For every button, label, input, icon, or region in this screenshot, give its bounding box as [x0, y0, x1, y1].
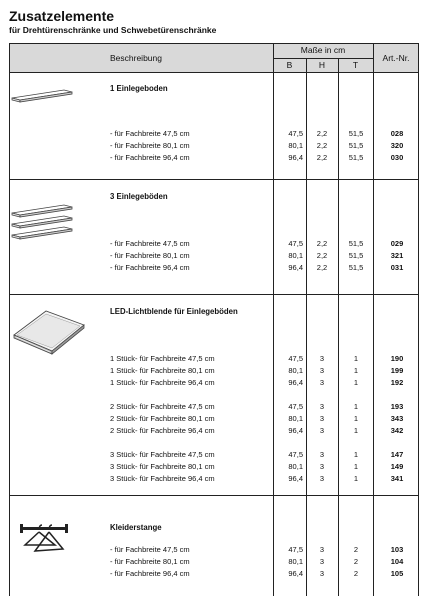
- header-art-nr: Art.-Nr.: [382, 53, 410, 63]
- row-description: - für Fachbreite 96,4 cm: [110, 263, 190, 272]
- section-divider: [9, 179, 419, 180]
- table-border-top: [9, 43, 419, 44]
- row-t: 1: [353, 366, 359, 375]
- row-b: 80,1: [288, 251, 303, 260]
- page-title: Zusatzelemente: [9, 8, 115, 24]
- row-b: 80,1: [288, 414, 303, 423]
- section-title: 1 Einlegeboden: [110, 84, 168, 93]
- row-b: 96,4: [288, 474, 303, 483]
- row-description: 3 Stück- für Fachbreite 47,5 cm: [110, 450, 215, 459]
- row-h: 2,2: [316, 141, 328, 150]
- row-t: 2: [353, 569, 359, 578]
- row-b: 96,4: [288, 153, 303, 162]
- row-t: 1: [353, 402, 359, 411]
- accessories-table: [9, 43, 419, 596]
- header-t: T: [352, 60, 359, 70]
- header-beschreibung: Beschreibung: [110, 53, 162, 63]
- row-h: 3: [319, 462, 325, 471]
- table-border-right: [418, 43, 419, 596]
- row-t: 1: [353, 426, 359, 435]
- table-border-left: [9, 43, 10, 596]
- row-art-nr: 341: [390, 474, 404, 483]
- row-h: 3: [319, 545, 325, 554]
- row-description: - für Fachbreite 96,4 cm: [110, 569, 190, 578]
- row-art-nr: 343: [390, 414, 404, 423]
- row-h: 3: [319, 569, 325, 578]
- row-b: 80,1: [288, 557, 303, 566]
- row-b: 47,5: [288, 354, 303, 363]
- row-art-nr: 193: [390, 402, 404, 411]
- row-b: 80,1: [288, 462, 303, 471]
- header-b: B: [286, 60, 293, 70]
- row-art-nr: 147: [390, 450, 404, 459]
- row-b: 96,4: [288, 378, 303, 387]
- row-b: 47,5: [288, 239, 303, 248]
- row-t: 1: [353, 378, 359, 387]
- row-t: 1: [353, 462, 359, 471]
- row-t: 51,5: [348, 239, 364, 248]
- three-shelf-boards-icon: [10, 203, 74, 243]
- row-art-nr: 199: [390, 366, 404, 375]
- row-description: - für Fachbreite 47,5 cm: [110, 129, 190, 138]
- row-description: - für Fachbreite 80,1 cm: [110, 251, 190, 260]
- row-art-nr: 028: [390, 129, 404, 138]
- row-h: 2,2: [316, 263, 328, 272]
- row-t: 1: [353, 474, 359, 483]
- row-t: 1: [353, 450, 359, 459]
- row-h: 3: [319, 474, 325, 483]
- row-b: 96,4: [288, 263, 303, 272]
- row-description: - für Fachbreite 80,1 cm: [110, 141, 190, 150]
- row-art-nr: 320: [390, 141, 404, 150]
- row-art-nr: 321: [390, 251, 404, 260]
- row-t: 1: [353, 354, 359, 363]
- led-light-panel-icon: [12, 309, 86, 357]
- column-divider: [273, 43, 274, 596]
- row-description: - für Fachbreite 80,1 cm: [110, 557, 190, 566]
- row-description: 1 Stück- für Fachbreite 96,4 cm: [110, 378, 215, 387]
- row-t: 51,5: [348, 141, 364, 150]
- row-h: 2,2: [316, 129, 328, 138]
- column-divider: [306, 58, 307, 596]
- section-divider: [9, 495, 419, 496]
- row-b: 80,1: [288, 366, 303, 375]
- row-art-nr: 031: [390, 263, 404, 272]
- row-t: 2: [353, 545, 359, 554]
- row-h: 3: [319, 450, 325, 459]
- row-h: 3: [319, 354, 325, 363]
- row-description: - für Fachbreite 96,4 cm: [110, 153, 190, 162]
- row-art-nr: 103: [390, 545, 404, 554]
- row-b: 47,5: [288, 402, 303, 411]
- row-art-nr: 149: [390, 462, 404, 471]
- row-art-nr: 192: [390, 378, 404, 387]
- column-divider: [373, 43, 374, 596]
- row-art-nr: 104: [390, 557, 404, 566]
- row-h: 3: [319, 414, 325, 423]
- row-h: 3: [319, 402, 325, 411]
- row-h: 3: [319, 557, 325, 566]
- row-t: 2: [353, 557, 359, 566]
- row-t: 51,5: [348, 129, 364, 138]
- row-description: - für Fachbreite 47,5 cm: [110, 239, 190, 248]
- row-b: 47,5: [288, 545, 303, 554]
- row-b: 47,5: [288, 129, 303, 138]
- row-h: 3: [319, 366, 325, 375]
- row-description: 2 Stück- für Fachbreite 80,1 cm: [110, 414, 215, 423]
- row-description: 2 Stück- für Fachbreite 96,4 cm: [110, 426, 215, 435]
- single-shelf-board-icon: [10, 84, 74, 106]
- row-art-nr: 342: [390, 426, 404, 435]
- row-h: 3: [319, 378, 325, 387]
- row-art-nr: 029: [390, 239, 404, 248]
- header-h: H: [318, 60, 326, 70]
- row-description: 1 Stück- für Fachbreite 47,5 cm: [110, 354, 215, 363]
- row-h: 2,2: [316, 153, 328, 162]
- section-title: LED-Lichtblende für Einlegeböden: [110, 307, 238, 316]
- row-description: 3 Stück- für Fachbreite 96,4 cm: [110, 474, 215, 483]
- row-description: - für Fachbreite 47,5 cm: [110, 545, 190, 554]
- row-description: 1 Stück- für Fachbreite 80,1 cm: [110, 366, 215, 375]
- clothes-rail-with-hangers-icon: [19, 521, 69, 557]
- row-t: 51,5: [348, 153, 364, 162]
- row-art-nr: 190: [390, 354, 404, 363]
- header-bottom-line: [9, 72, 419, 73]
- row-h: 3: [319, 426, 325, 435]
- row-description: 2 Stück- für Fachbreite 47,5 cm: [110, 402, 215, 411]
- column-divider: [338, 58, 339, 596]
- row-description: 3 Stück- für Fachbreite 80,1 cm: [110, 462, 215, 471]
- row-b: 96,4: [288, 569, 303, 578]
- header-subdivider: [273, 58, 373, 59]
- section-divider: [9, 294, 419, 295]
- row-art-nr: 030: [390, 153, 404, 162]
- row-b: 96,4: [288, 426, 303, 435]
- section-title: Kleiderstange: [110, 523, 162, 532]
- row-b: 80,1: [288, 141, 303, 150]
- row-t: 1: [353, 414, 359, 423]
- row-b: 47,5: [288, 450, 303, 459]
- row-t: 51,5: [348, 251, 364, 260]
- row-h: 2,2: [316, 239, 328, 248]
- row-t: 51,5: [348, 263, 364, 272]
- header-masse: Maße in cm: [300, 45, 346, 55]
- row-h: 2,2: [316, 251, 328, 260]
- page-subtitle: für Drehtürenschränke und Schwebetürenschränke: [9, 25, 217, 35]
- row-art-nr: 105: [390, 569, 404, 578]
- section-title: 3 Einlegeböden: [110, 192, 168, 201]
